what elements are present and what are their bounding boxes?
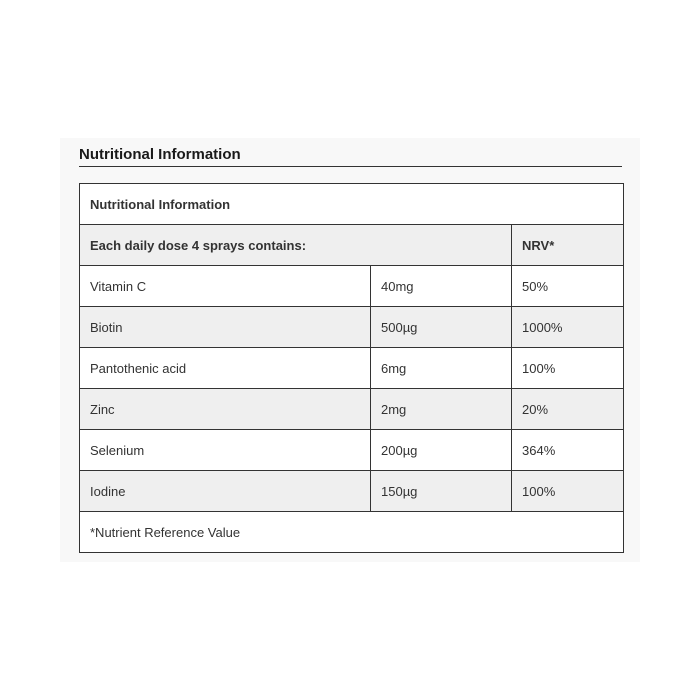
table-footnote: *Nutrient Reference Value <box>80 512 624 553</box>
nutrient-name: Pantothenic acid <box>80 348 371 389</box>
table-footnote-row <box>80 512 624 553</box>
nutrient-amount: 2mg <box>371 389 512 430</box>
header-dose: Each daily dose 4 sprays contains: <box>80 225 512 266</box>
nutrition-table <box>79 183 624 553</box>
nutrient-name: Vitamin C <box>80 266 371 307</box>
nutrient-amount: 200µg <box>371 430 512 471</box>
table-header-row <box>80 225 624 266</box>
table-caption-row <box>80 184 624 225</box>
nutrient-name: Selenium <box>80 430 371 471</box>
table-row <box>80 266 624 307</box>
table-row <box>80 389 624 430</box>
nutrient-name: Biotin <box>80 307 371 348</box>
table-row <box>80 307 624 348</box>
nutrient-nrv: 20% <box>512 389 624 430</box>
header-nrv: NRV* <box>512 225 624 266</box>
nutrient-nrv: 364% <box>512 430 624 471</box>
table-caption: Nutritional Information <box>80 184 624 225</box>
table-row <box>80 430 624 471</box>
nutrient-nrv: 100% <box>512 348 624 389</box>
nutrient-name: Zinc <box>80 389 371 430</box>
table-row <box>80 348 624 389</box>
nutrient-amount: 500µg <box>371 307 512 348</box>
nutrient-nrv: 50% <box>512 266 624 307</box>
nutrient-amount: 6mg <box>371 348 512 389</box>
table-row <box>80 471 624 512</box>
nutrient-amount: 150µg <box>371 471 512 512</box>
nutrient-nrv: 1000% <box>512 307 624 348</box>
nutrient-name: Iodine <box>80 471 371 512</box>
nutrient-nrv: 100% <box>512 471 624 512</box>
nutrient-amount: 40mg <box>371 266 512 307</box>
section-title: Nutritional Information <box>79 146 622 167</box>
